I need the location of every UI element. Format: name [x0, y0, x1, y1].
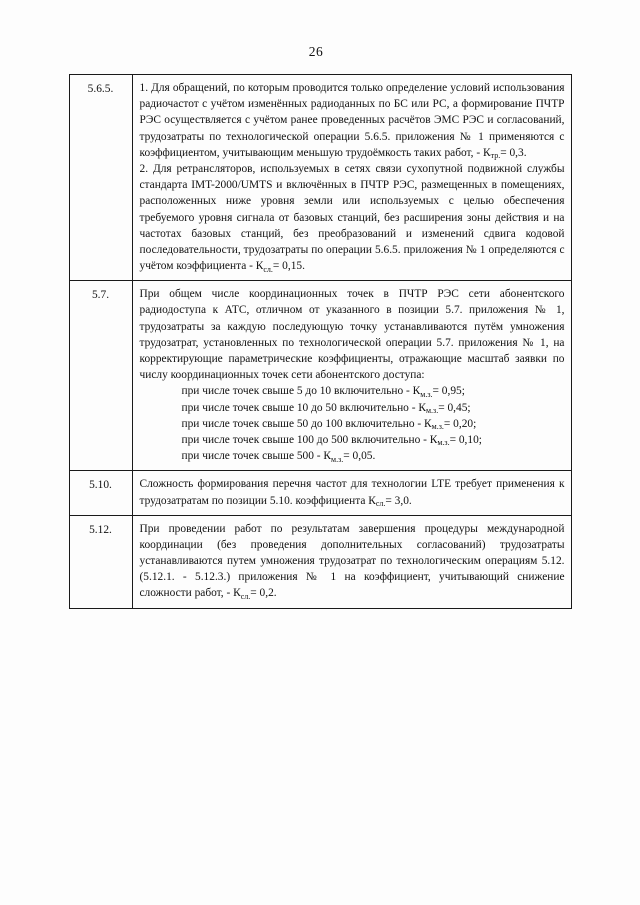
row-number-cell: 5.6.5. — [69, 75, 132, 281]
list-item — [140, 432, 565, 448]
paragraph-text: 2. Для ретрансляторов, используемых в сетях связи сухопутной подвижной службы стандарта IMT-2000/UMTS и включённых в ПЧТР РЭС, размещенных в помещениях, расположенных ниже уровня земли или используемых с целью обеспечения требуемого уровня сигнала от базовых станций, без расширения зоны действия и на частотах базовых станций, без преобразований и изменений сдвига кодовой последовательности, трудозатраты по операции 5.6.5. приложения № 1 определяются с учётом коэффициента - К — [139, 162, 565, 273]
table-row — [69, 281, 571, 471]
coefficient-list — [140, 383, 565, 464]
paragraph — [140, 161, 565, 274]
list-item-text: при числе точек свыше 100 до 500 включительно - К — [181, 433, 438, 446]
coefficient-subscript: м.з. — [331, 454, 344, 464]
coefficient-subscript: м.з. — [437, 438, 450, 448]
coefficient-value: = 0,10; — [449, 433, 482, 446]
row-number-cell: 5.12. — [69, 515, 132, 608]
row-content-cell — [132, 281, 571, 471]
table-row — [69, 515, 571, 608]
list-item — [140, 416, 565, 432]
paragraph — [140, 476, 565, 508]
row-content-cell — [132, 75, 571, 281]
list-item — [140, 448, 565, 464]
row-number-cell: 5.10. — [69, 471, 132, 515]
coefficient-subscript: м.з. — [431, 422, 444, 432]
coefficient-value: = 0,15. — [272, 260, 305, 273]
coefficient-subscript: сл. — [263, 264, 273, 274]
row-content-cell — [132, 515, 571, 608]
coefficient-subscript: тр. — [490, 151, 501, 161]
paragraph-text: Сложность формирования перечня частот для технологии LTE требует применения к трудозатратам по позиции 5.10. коэффициента К — [139, 478, 565, 507]
table-row — [69, 471, 571, 515]
coefficient-subscript: сл. — [375, 499, 386, 508]
list-item-text: при числе точек свыше 500 - К — [181, 450, 332, 463]
list-item — [140, 400, 565, 416]
coefficient-value: = 0,45; — [438, 401, 471, 414]
coefficient-value: = 0,20; — [443, 417, 477, 430]
paragraph — [140, 521, 565, 602]
paragraph-text: 1. Для обращений, по которым проводится только определение условий использования радиочастот с учётом изменённых радиоданных по БС или РС, а формирование ПЧТР РЭС осуществляется с учётом ранее проведенных расчётов ЭМС РЭС и согласований, трудозатраты по технологической операции 5.6.5. приложения № 1 применяются с коэффициентом, учитывающим меньшую трудоёмкость таких работ, - К — [139, 82, 565, 159]
coefficient-subscript: м.з. — [420, 389, 433, 399]
list-item — [140, 383, 565, 399]
list-item-text: при числе точек свыше 50 до 100 включительно - К — [181, 417, 432, 430]
row-number-cell: 5.7. — [69, 281, 132, 471]
coefficient-subscript: м.з. — [425, 406, 439, 416]
page-number: 26 — [308, 44, 324, 59]
coefficient-value: = 0,2. — [250, 587, 277, 600]
list-item-text: при числе точек свыше 10 до 50 включительно - К — [181, 401, 426, 414]
coefficient-value: = 3,0. — [385, 494, 412, 507]
paragraph — [140, 80, 565, 161]
list-item-text: при числе точек свыше 5 до 10 включительно - К — [181, 385, 421, 398]
paragraph: При общем числе координационных точек в ПЧТР РЭС сети абонентского радиодоступа к АТС, отличном от указанного в позиции 5.7. приложения № 1, трудозатраты за каждую последующую точку устанавливаются путём умножения трудозатрат, установленных по технологической операции 5.7. приложения № 1, на корректирующие параметрические коэффициенты, отражающие масштаб заявки по числу координационных точек сети абонентского доступа: — [139, 288, 565, 382]
paragraph-text: При проведении работ по результатам завершения процедуры международной координации (без проведения дополнительных согласований) трудозатраты устанавливаются путем умножения трудозатрат по технологическим операциям 5.12. (5.12.1. - 5.12.3.) приложения № 1 на коэффициент, учитывающий снижение сложности работ, - К — [139, 522, 565, 600]
coefficient-subscript: сл. — [240, 591, 251, 601]
coefficient-value: = 0,05. — [343, 450, 376, 463]
coefficient-value: = 0,3. — [500, 146, 527, 159]
row-content-cell — [132, 471, 571, 515]
table-row — [69, 75, 571, 281]
regulations-table — [69, 74, 572, 609]
coefficient-value: = 0,95; — [432, 385, 465, 398]
